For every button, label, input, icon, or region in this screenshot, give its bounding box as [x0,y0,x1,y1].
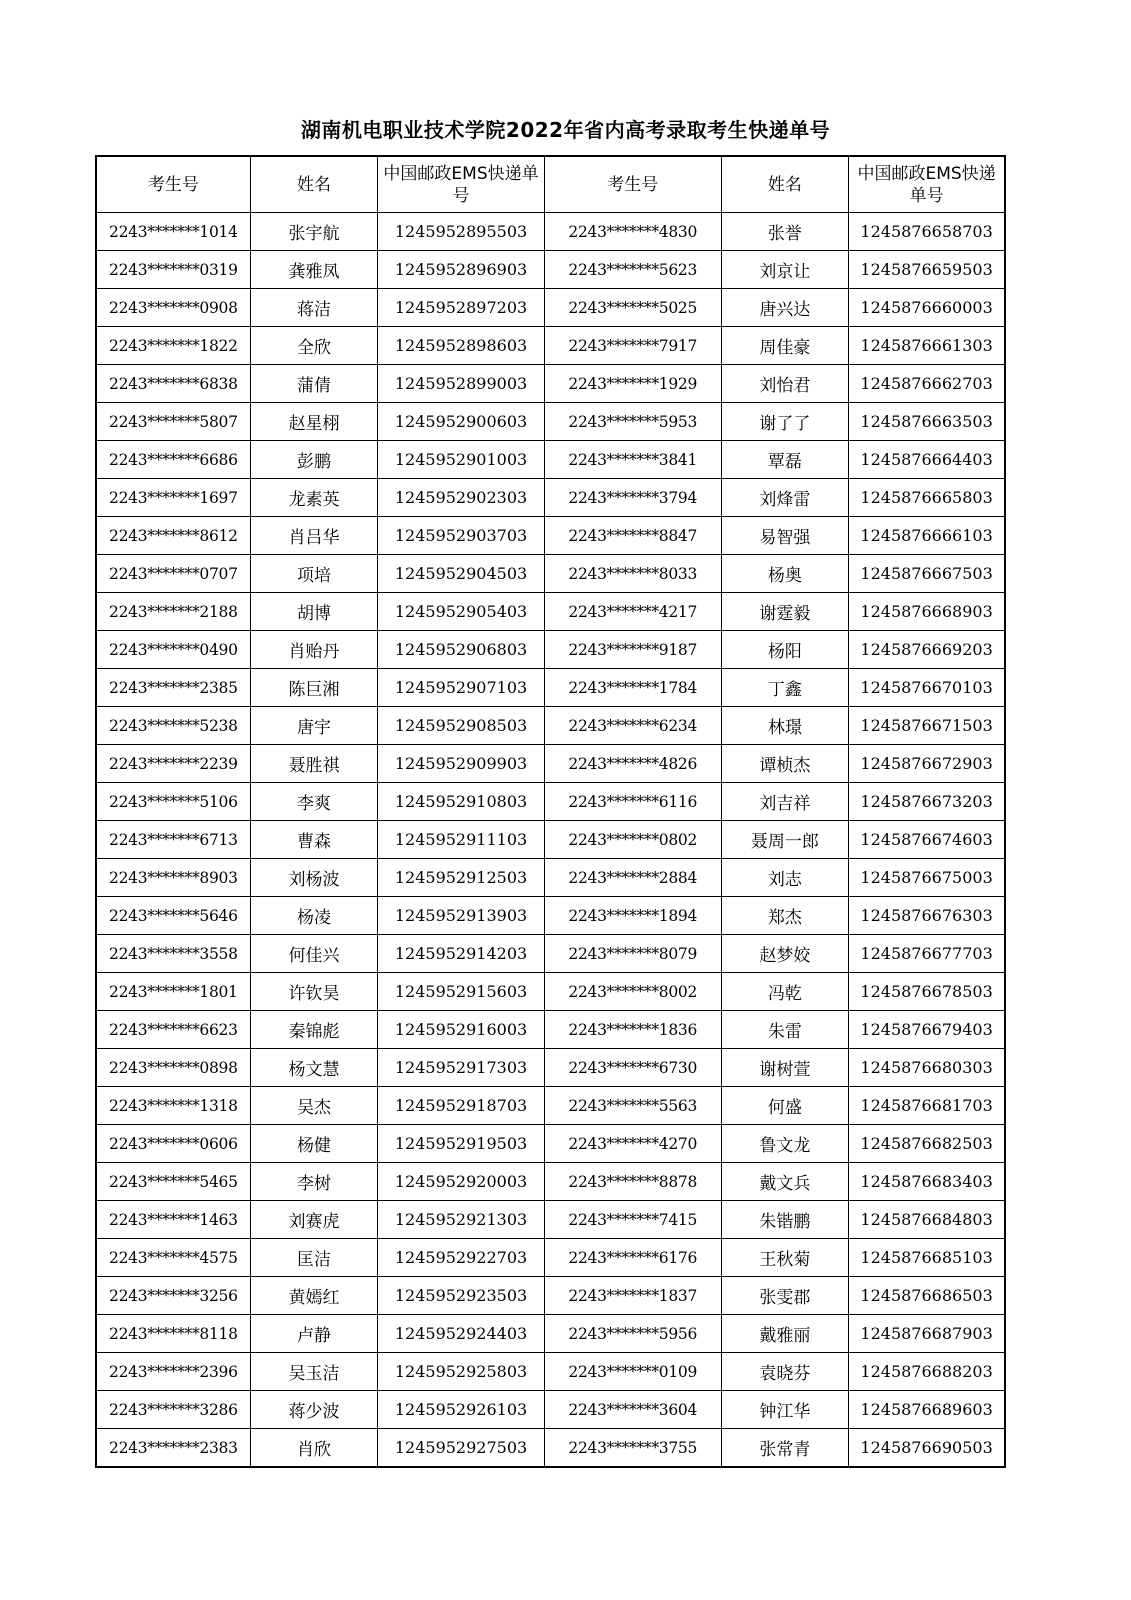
ems-number-cell: 1245876681703 [849,1087,1005,1125]
student-id-cell: 2243*******7415 [544,1201,721,1239]
ems-number-cell: 1245876658703 [849,213,1005,251]
student-name-cell: 吴杰 [250,1087,378,1125]
student-name-cell: 刘赛虎 [250,1201,378,1239]
student-name-cell: 张常青 [721,1429,849,1468]
student-name-cell: 黄嫣红 [250,1277,378,1315]
ems-number-cell: 1245952908503 [378,707,545,745]
table-row [96,1087,1005,1125]
student-name-cell: 朱雷 [721,1011,849,1049]
ems-number-cell: 1245876670103 [849,669,1005,707]
student-name-cell: 吴玉洁 [250,1353,378,1391]
ems-number-cell: 1245952903703 [378,517,545,555]
student-name-cell: 谢树萱 [721,1049,849,1087]
table-row [96,213,1005,251]
header-name: 姓名 [250,156,378,213]
student-name-cell: 杨健 [250,1125,378,1163]
student-id-cell: 2243*******0802 [544,821,721,859]
student-name-cell: 项培 [250,555,378,593]
table-row [96,935,1005,973]
student-name-cell: 朱锴鹏 [721,1201,849,1239]
ems-number-cell: 1245876690503 [849,1429,1005,1468]
student-name-cell: 聂胜祺 [250,745,378,783]
ems-number-cell: 1245876659503 [849,251,1005,289]
student-name-cell: 刘杨波 [250,859,378,897]
table-row [96,517,1005,555]
student-id-cell: 2243*******6234 [544,707,721,745]
student-id-cell: 2243*******1836 [544,1011,721,1049]
student-name-cell: 许钦昊 [250,973,378,1011]
table-row [96,669,1005,707]
ems-number-cell: 1245952901003 [378,441,545,479]
student-name-cell: 杨文慧 [250,1049,378,1087]
student-id-cell: 2243*******5953 [544,403,721,441]
student-id-cell: 2243*******0319 [96,251,250,289]
ems-number-cell: 1245876666103 [849,517,1005,555]
ems-number-cell: 1245876679403 [849,1011,1005,1049]
table-row [96,327,1005,365]
ems-number-cell: 1245876664403 [849,441,1005,479]
ems-number-cell: 1245876661303 [849,327,1005,365]
student-id-cell: 2243*******8118 [96,1315,250,1353]
student-name-cell: 曹森 [250,821,378,859]
student-id-cell: 2243*******0908 [96,289,250,327]
student-name-cell: 肖吕华 [250,517,378,555]
student-name-cell: 秦锦彪 [250,1011,378,1049]
student-name-cell: 王秋菊 [721,1239,849,1277]
student-id-cell: 2243*******3841 [544,441,721,479]
table-row [96,973,1005,1011]
student-id-cell: 2243*******8878 [544,1163,721,1201]
ems-number-cell: 1245952918703 [378,1087,545,1125]
student-id-cell: 2243*******5238 [96,707,250,745]
student-name-cell: 蒋少波 [250,1391,378,1429]
student-id-cell: 2243*******5956 [544,1315,721,1353]
student-name-cell: 唐兴达 [721,289,849,327]
student-name-cell: 丁鑫 [721,669,849,707]
table-row [96,1125,1005,1163]
ems-number-cell: 1245876671503 [849,707,1005,745]
student-id-cell: 2243*******0898 [96,1049,250,1087]
student-name-cell: 唐宇 [250,707,378,745]
student-name-cell: 袁晓芬 [721,1353,849,1391]
student-name-cell: 彭鹏 [250,441,378,479]
student-id-cell: 2243*******1014 [96,213,250,251]
student-name-cell: 张雯郡 [721,1277,849,1315]
student-id-cell: 2243*******4826 [544,745,721,783]
ems-number-cell: 1245952904503 [378,555,545,593]
ems-number-cell: 1245952922703 [378,1239,545,1277]
student-id-cell: 2243*******0109 [544,1353,721,1391]
student-id-cell: 2243*******1801 [96,973,250,1011]
student-id-cell: 2243*******8033 [544,555,721,593]
table-row [96,555,1005,593]
ems-number-cell: 1245952895503 [378,213,545,251]
student-name-cell: 匡洁 [250,1239,378,1277]
ems-number-cell: 1245876689603 [849,1391,1005,1429]
student-id-cell: 2243*******7917 [544,327,721,365]
student-name-cell: 陈巨湘 [250,669,378,707]
ems-number-cell: 1245952924403 [378,1315,545,1353]
student-name-cell: 覃磊 [721,441,849,479]
ems-number-cell: 1245952915603 [378,973,545,1011]
student-id-cell: 2243*******4217 [544,593,721,631]
student-id-cell: 2243*******6686 [96,441,250,479]
table-row [96,441,1005,479]
student-id-cell: 2243*******6713 [96,821,250,859]
ems-number-cell: 1245876677703 [849,935,1005,973]
student-name-cell: 冯乾 [721,973,849,1011]
table-row [96,289,1005,327]
student-id-cell: 2243*******3755 [544,1429,721,1468]
table-row [96,1315,1005,1353]
ems-number-cell: 1245876662703 [849,365,1005,403]
table-row [96,1277,1005,1315]
ems-number-cell: 1245952909903 [378,745,545,783]
ems-number-cell: 1245952920003 [378,1163,545,1201]
student-name-cell: 刘怡君 [721,365,849,403]
student-name-cell: 赵梦姣 [721,935,849,973]
student-id-cell: 2243*******8847 [544,517,721,555]
ems-number-cell: 1245876682503 [849,1125,1005,1163]
student-id-cell: 2243*******8002 [544,973,721,1011]
student-id-cell: 2243*******6838 [96,365,250,403]
ems-number-cell: 1245952899003 [378,365,545,403]
table-row [96,1049,1005,1087]
student-id-cell: 2243*******2188 [96,593,250,631]
header-row [96,156,1005,213]
student-id-cell: 2243*******2884 [544,859,721,897]
student-name-cell: 卢静 [250,1315,378,1353]
student-id-cell: 2243*******5623 [544,251,721,289]
table-row [96,365,1005,403]
ems-number-cell: 1245876663503 [849,403,1005,441]
ems-number-cell: 1245876686503 [849,1277,1005,1315]
table-row [96,783,1005,821]
header-student-id: 考生号 [96,156,250,213]
student-id-cell: 2243*******4830 [544,213,721,251]
ems-number-cell: 1245952923503 [378,1277,545,1315]
student-name-cell: 肖贻丹 [250,631,378,669]
student-id-cell: 2243*******8079 [544,935,721,973]
table-row [96,1391,1005,1429]
table-row [96,479,1005,517]
student-id-cell: 2243*******6623 [96,1011,250,1049]
tracking-table [95,155,1006,1468]
student-id-cell: 2243*******3256 [96,1277,250,1315]
ems-number-cell: 1245952925803 [378,1353,545,1391]
student-name-cell: 全欣 [250,327,378,365]
student-name-cell: 谢了了 [721,403,849,441]
ems-number-cell: 1245876674603 [849,821,1005,859]
header-student-id: 考生号 [544,156,721,213]
student-id-cell: 2243*******5563 [544,1087,721,1125]
student-name-cell: 刘京让 [721,251,849,289]
header-ems-number: 中国邮政EMS快递单号 [849,156,1005,213]
ems-number-cell: 1245876687903 [849,1315,1005,1353]
table-row [96,1163,1005,1201]
ems-number-cell: 1245952921303 [378,1201,545,1239]
ems-number-cell: 1245876685103 [849,1239,1005,1277]
ems-number-cell: 1245952914203 [378,935,545,973]
student-id-cell: 2243*******5807 [96,403,250,441]
student-name-cell: 龚雅凤 [250,251,378,289]
student-id-cell: 2243*******4575 [96,1239,250,1277]
ems-number-cell: 1245952919503 [378,1125,545,1163]
table-row [96,859,1005,897]
table-row [96,897,1005,935]
student-id-cell: 2243*******0707 [96,555,250,593]
student-name-cell: 戴文兵 [721,1163,849,1201]
student-name-cell: 何佳兴 [250,935,378,973]
table-row [96,1201,1005,1239]
ems-number-cell: 1245952898603 [378,327,545,365]
table-row [96,1353,1005,1391]
header-name: 姓名 [721,156,849,213]
ems-number-cell: 1245876684803 [849,1201,1005,1239]
student-id-cell: 2243*******1929 [544,365,721,403]
student-name-cell: 谭桢杰 [721,745,849,783]
student-name-cell: 杨凌 [250,897,378,935]
student-name-cell: 刘志 [721,859,849,897]
student-name-cell: 周佳豪 [721,327,849,365]
student-id-cell: 2243*******1318 [96,1087,250,1125]
ems-number-cell: 1245876668903 [849,593,1005,631]
student-name-cell: 钟江华 [721,1391,849,1429]
student-name-cell: 何盛 [721,1087,849,1125]
student-name-cell: 谢霆毅 [721,593,849,631]
ems-number-cell: 1245876665803 [849,479,1005,517]
student-name-cell: 肖欣 [250,1429,378,1468]
ems-number-cell: 1245952917303 [378,1049,545,1087]
ems-number-cell: 1245952902303 [378,479,545,517]
student-name-cell: 杨阳 [721,631,849,669]
student-id-cell: 2243*******2396 [96,1353,250,1391]
ems-number-cell: 1245952916003 [378,1011,545,1049]
student-id-cell: 2243*******0606 [96,1125,250,1163]
student-name-cell: 张宇航 [250,213,378,251]
table-row [96,403,1005,441]
ems-number-cell: 1245952926103 [378,1391,545,1429]
table-row [96,1239,1005,1277]
student-name-cell: 蒲倩 [250,365,378,403]
ems-number-cell: 1245952897203 [378,289,545,327]
student-name-cell: 戴雅丽 [721,1315,849,1353]
student-id-cell: 2243*******6730 [544,1049,721,1087]
student-id-cell: 2243*******1837 [544,1277,721,1315]
student-id-cell: 2243*******3286 [96,1391,250,1429]
student-id-cell: 2243*******5025 [544,289,721,327]
student-name-cell: 刘烽雷 [721,479,849,517]
student-name-cell: 易智强 [721,517,849,555]
student-id-cell: 2243*******6176 [544,1239,721,1277]
ems-number-cell: 1245876678503 [849,973,1005,1011]
student-id-cell: 2243*******2239 [96,745,250,783]
student-name-cell: 赵星栩 [250,403,378,441]
ems-number-cell: 1245952905403 [378,593,545,631]
student-id-cell: 2243*******3558 [96,935,250,973]
document-title: 湖南机电职业技术学院2022年省内高考录取考生快递单号 [300,118,831,142]
student-name-cell: 胡博 [250,593,378,631]
ems-number-cell: 1245876683403 [849,1163,1005,1201]
student-name-cell: 李树 [250,1163,378,1201]
ems-number-cell: 1245876688203 [849,1353,1005,1391]
student-id-cell: 2243*******6116 [544,783,721,821]
ems-number-cell: 1245876675003 [849,859,1005,897]
table-row [96,631,1005,669]
header-ems-number: 中国邮政EMS快递单号 [378,156,545,213]
student-name-cell: 聂周一郎 [721,821,849,859]
student-id-cell: 2243*******4270 [544,1125,721,1163]
student-id-cell: 2243*******1784 [544,669,721,707]
student-id-cell: 2243*******0490 [96,631,250,669]
ems-number-cell: 1245952900603 [378,403,545,441]
student-name-cell: 郑杰 [721,897,849,935]
table-row [96,251,1005,289]
student-id-cell: 2243*******2383 [96,1429,250,1468]
table-row [96,1011,1005,1049]
student-id-cell: 2243*******9187 [544,631,721,669]
table-body [96,213,1005,1468]
student-name-cell: 张誉 [721,213,849,251]
ems-number-cell: 1245876676303 [849,897,1005,935]
student-id-cell: 2243*******8612 [96,517,250,555]
ems-number-cell: 1245952927503 [378,1429,545,1468]
ems-number-cell: 1245952912503 [378,859,545,897]
student-name-cell: 蒋洁 [250,289,378,327]
table-row [96,745,1005,783]
table-row [96,1429,1005,1468]
ems-number-cell: 1245876672903 [849,745,1005,783]
student-name-cell: 李爽 [250,783,378,821]
table-row [96,821,1005,859]
student-id-cell: 2243*******8903 [96,859,250,897]
student-id-cell: 2243*******1697 [96,479,250,517]
ems-number-cell: 1245952913903 [378,897,545,935]
ems-number-cell: 1245952896903 [378,251,545,289]
student-id-cell: 2243*******5465 [96,1163,250,1201]
student-name-cell: 林璟 [721,707,849,745]
student-id-cell: 2243*******1463 [96,1201,250,1239]
ems-number-cell: 1245876673203 [849,783,1005,821]
ems-number-cell: 1245876680303 [849,1049,1005,1087]
table-row [96,707,1005,745]
student-name-cell: 鲁文龙 [721,1125,849,1163]
ems-number-cell: 1245952911103 [378,821,545,859]
student-name-cell: 龙素英 [250,479,378,517]
student-id-cell: 2243*******1822 [96,327,250,365]
student-id-cell: 2243*******5646 [96,897,250,935]
student-name-cell: 杨奥 [721,555,849,593]
student-id-cell: 2243*******2385 [96,669,250,707]
student-name-cell: 刘吉祥 [721,783,849,821]
student-id-cell: 2243*******1894 [544,897,721,935]
student-id-cell: 2243*******3604 [544,1391,721,1429]
ems-number-cell: 1245876660003 [849,289,1005,327]
ems-number-cell: 1245952907103 [378,669,545,707]
ems-number-cell: 1245876669203 [849,631,1005,669]
ems-number-cell: 1245876667503 [849,555,1005,593]
ems-number-cell: 1245952906803 [378,631,545,669]
ems-number-cell: 1245952910803 [378,783,545,821]
student-id-cell: 2243*******3794 [544,479,721,517]
student-id-cell: 2243*******5106 [96,783,250,821]
table-row [96,593,1005,631]
